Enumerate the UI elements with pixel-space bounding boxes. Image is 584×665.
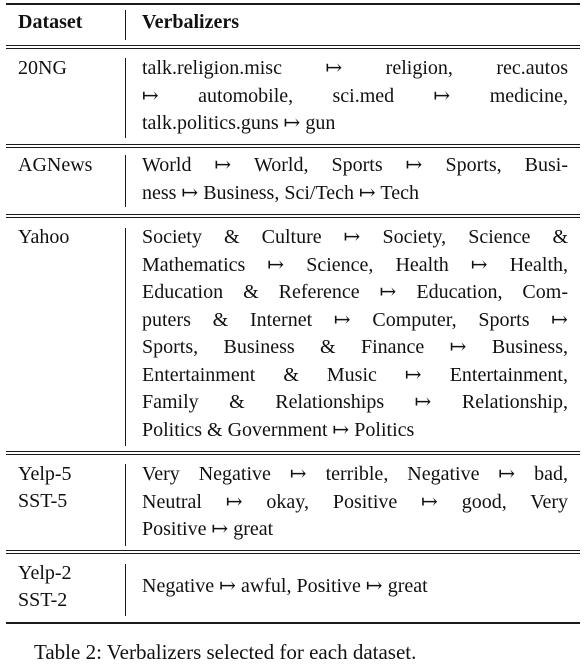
verbalizer-line: Sports, Business & Finance ↦ Business, <box>142 336 568 358</box>
dataset-name: Yelp-2 <box>18 562 72 584</box>
verbalizer-line: ↦ automobile, sci.med ↦ medicine, <box>142 84 568 107</box>
verbalizer-line: talk.politics.guns ↦ gun <box>142 112 336 134</box>
row-rule <box>6 217 580 218</box>
top-rule <box>6 3 580 5</box>
header-divider <box>125 10 126 40</box>
table-row-yelp5-verbalizers <box>142 461 568 544</box>
verbalizer-line: ness ↦ Business, Sci/Tech ↦ Tech <box>142 181 419 204</box>
table-row-yelp2-dataset <box>18 560 118 614</box>
column-divider <box>125 155 126 207</box>
table-row-20ng-dataset <box>18 55 118 82</box>
verbalizer-line: World ↦ World, Sports ↦ Sports, Busi- <box>142 154 568 176</box>
verbalizer-line: Mathematics ↦ Science, Health ↦ Health, <box>142 253 568 276</box>
table-caption: Table 2: Verbalizers selected for each dataset. <box>34 640 417 664</box>
verbalizer-line: Politics & Government ↦ Politics <box>142 418 415 441</box>
verbalizer-line: talk.religion.misc ↦ religion, rec.autos <box>142 57 568 79</box>
row-rule <box>6 451 580 452</box>
header-verbalizers: Verbalizers <box>142 11 240 33</box>
row-rule <box>6 454 580 455</box>
table-row-yelp5-dataset <box>18 461 118 515</box>
column-divider <box>125 464 126 546</box>
row-rule <box>6 550 580 551</box>
row-rule <box>6 147 580 148</box>
header-dataset: Dataset <box>18 11 83 33</box>
row-rule <box>6 214 580 215</box>
column-divider <box>125 228 126 446</box>
table-row-agnews-verbalizers <box>142 152 568 207</box>
row-rule <box>6 144 580 145</box>
table-row-agnews-dataset <box>18 152 118 179</box>
verbalizer-line: Very Negative ↦ terrible, Negative ↦ bad, <box>142 463 568 485</box>
table-row-yahoo-verbalizers <box>142 224 568 444</box>
table-row-20ng-verbalizers <box>142 55 568 138</box>
row-rule <box>6 553 580 554</box>
verbalizer-line: Neutral ↦ okay, Positive ↦ good, Very <box>142 490 568 513</box>
dataset-name: SST-2 <box>18 589 68 611</box>
column-divider <box>125 58 126 138</box>
verbalizer-line: puters & Internet ↦ Computer, Sports ↦ <box>142 308 568 331</box>
bottom-rule <box>6 622 580 624</box>
verbalizer-line: Society & Culture ↦ Society, Science & <box>142 226 568 248</box>
dataset-name: 20NG <box>18 57 67 79</box>
verbalizer-line: Entertainment & Music ↦ Entertainment, <box>142 363 568 386</box>
verbalizer-line: Family & Relationships ↦ Relationship, <box>142 391 568 413</box>
verbalizer-line: Education & Reference ↦ Education, Com- <box>142 281 568 303</box>
dataset-name: AGNews <box>18 154 93 176</box>
verbalizer-line: Positive ↦ great <box>142 518 274 540</box>
row-rule <box>6 48 580 49</box>
verbalizer-line: Negative ↦ awful, Positive ↦ great <box>142 575 428 597</box>
column-divider <box>125 564 126 616</box>
header-rule <box>6 45 580 46</box>
table-row-yahoo-dataset <box>18 224 118 251</box>
dataset-name: Yahoo <box>18 226 70 248</box>
dataset-name: Yelp-5 <box>18 463 72 485</box>
dataset-name: SST-5 <box>18 490 68 512</box>
table-row-yelp2-verbalizers <box>142 573 568 601</box>
